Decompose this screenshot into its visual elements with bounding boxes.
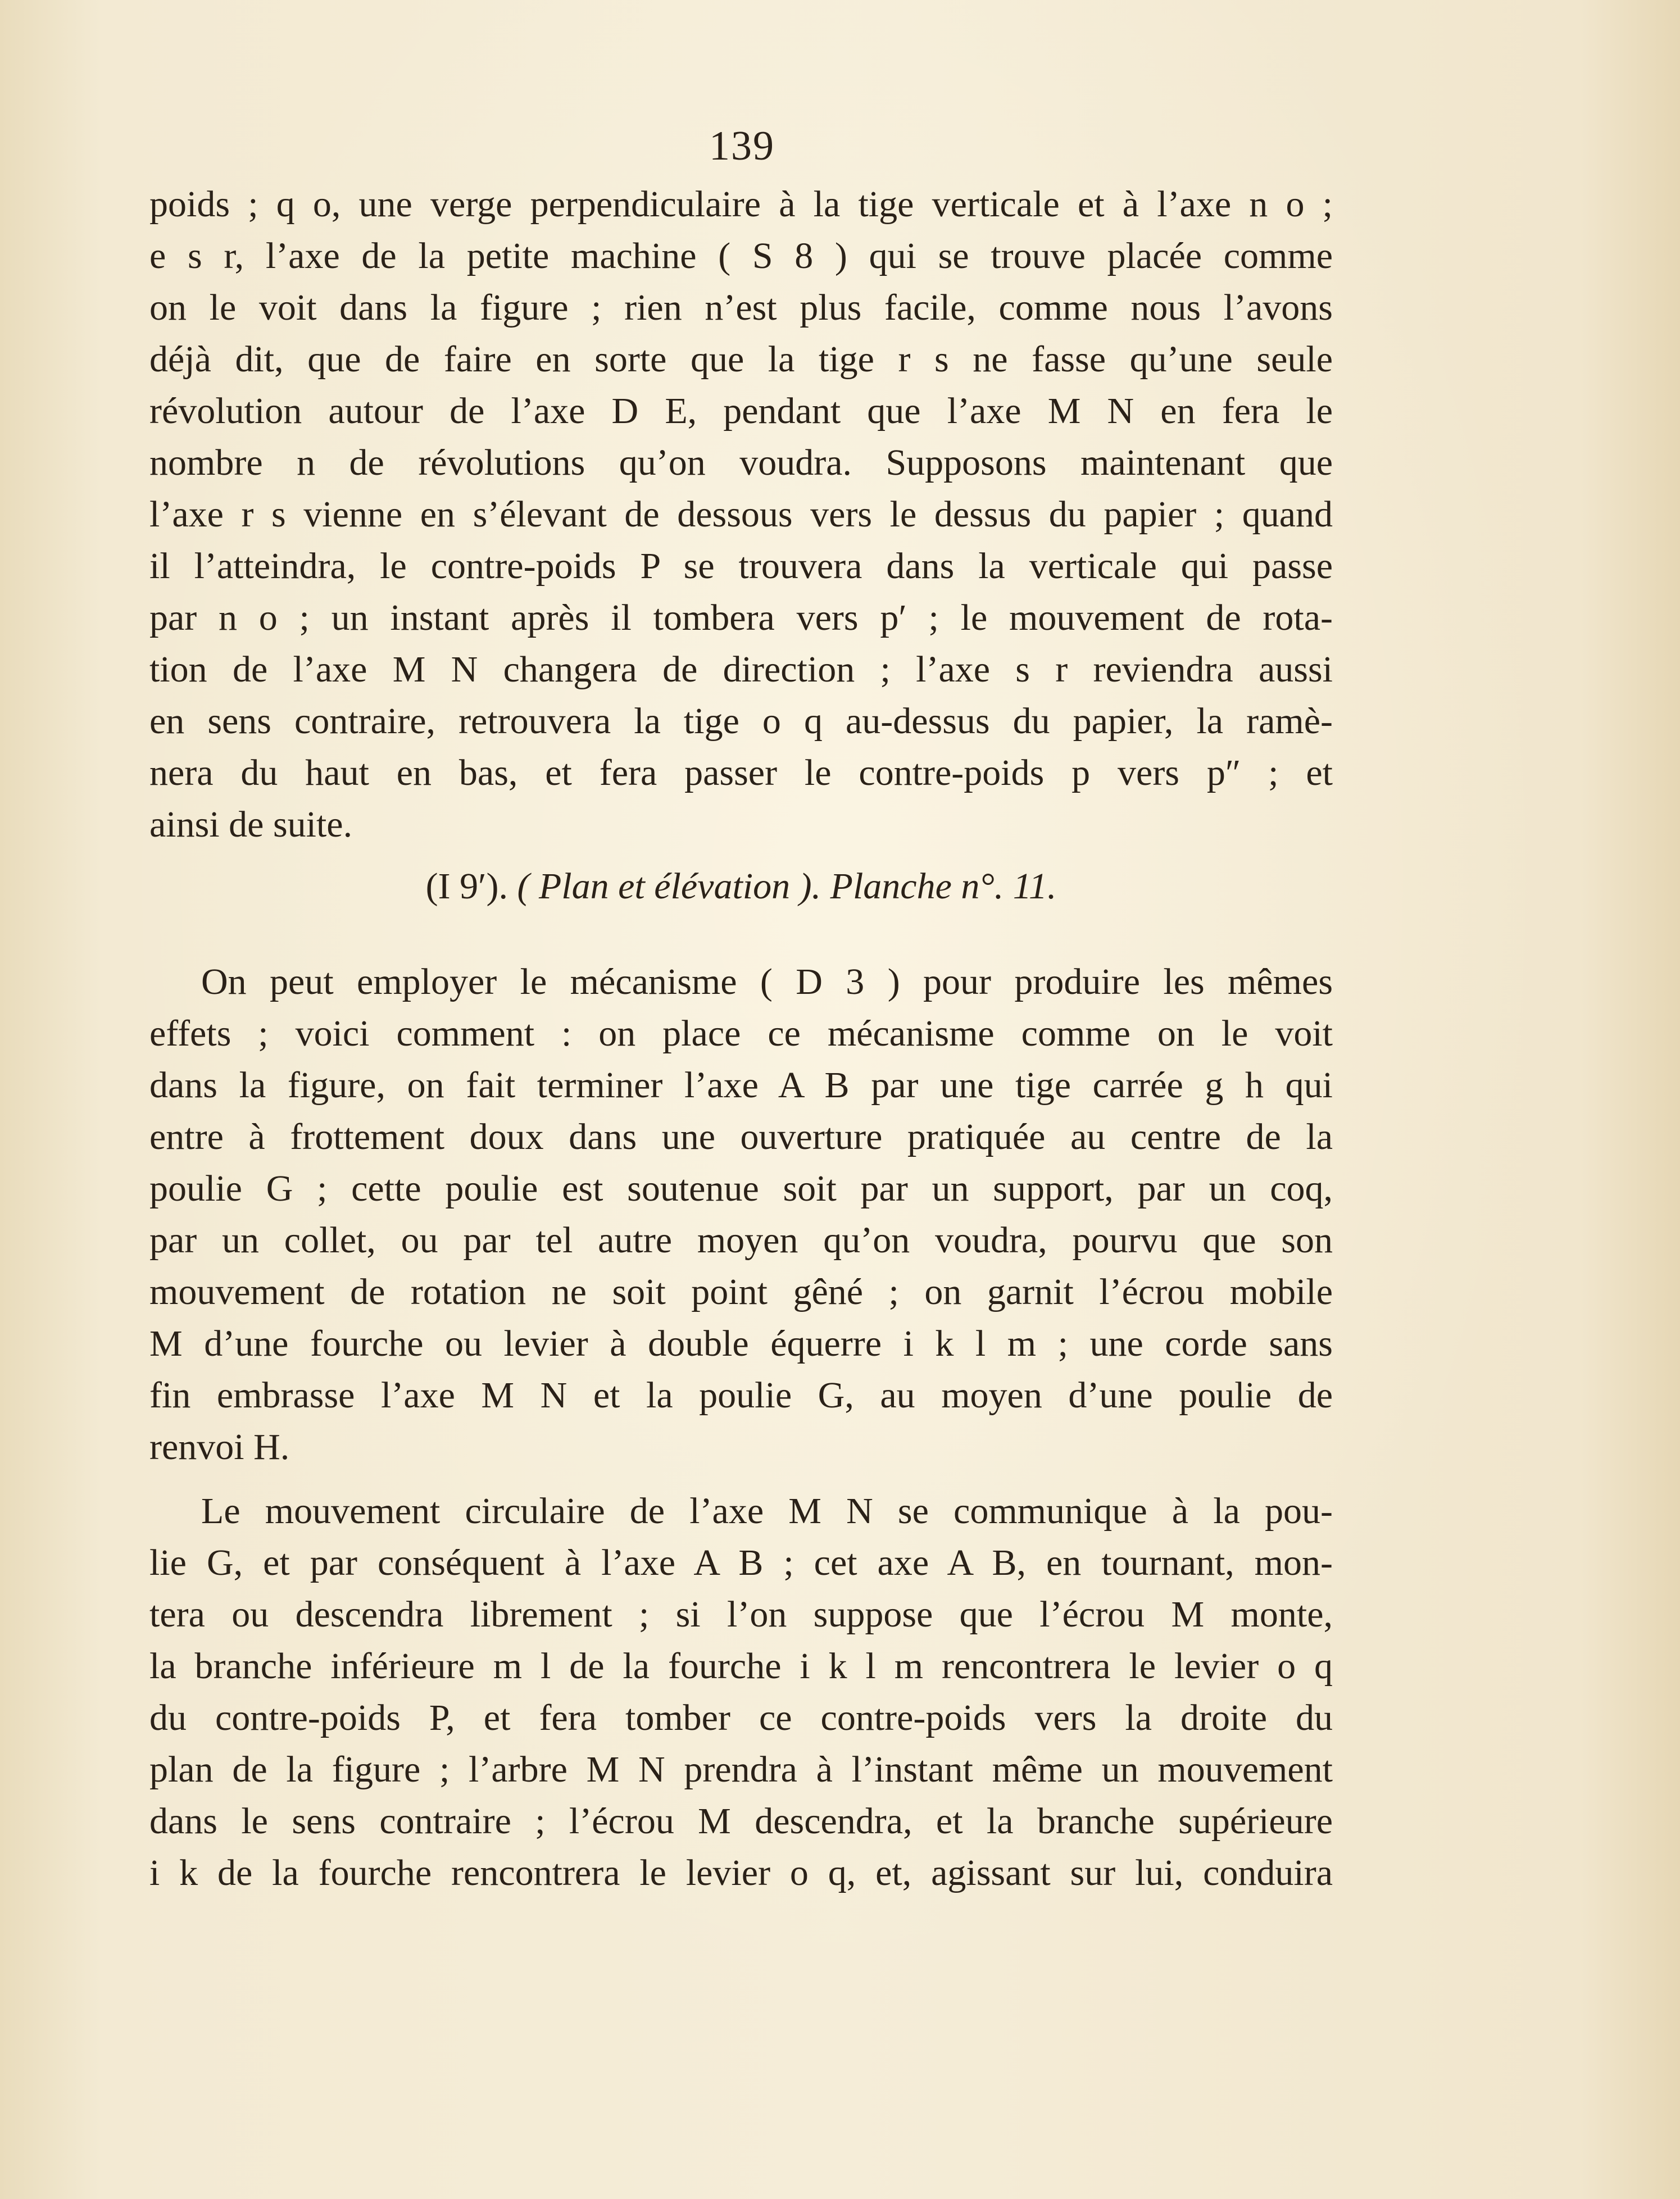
text-line: la branche inférieure m l de la fourche i k l m rencontrera le levier o q: [149, 1646, 1333, 1687]
text-line: l’axe r s vienne en s’élevant de dessous vers le dessus du papier ; quand: [149, 494, 1333, 535]
text-line: dans la figure, on fait terminer l’axe A B par une tige carrée g h qui: [149, 1065, 1333, 1106]
text-line: renvoi H.: [149, 1426, 290, 1467]
text-line: Le mouvement circulaire de l’axe M N se communique à la pou-: [201, 1491, 1333, 1532]
text-line: poids ; q o, une verge perpendiculaire à la tige verticale et à l’axe n o ;: [149, 184, 1333, 225]
text-line: par un collet, ou par tel autre moyen qu’on voudra, pourvu que son: [149, 1220, 1333, 1261]
text-line: plan de la figure ; l’arbre M N prendra à l’instant même un mouvement: [149, 1749, 1333, 1790]
text-line: e s r, l’axe de la petite machine ( S 8 ) qui se trouve placée comme: [149, 235, 1333, 276]
text-line: il l’atteindra, le contre-poids P se trouvera dans la verticale qui passe: [149, 546, 1333, 587]
paragraph-2: [149, 956, 1333, 1473]
plate-reference: Planche n°. 11.: [830, 866, 1057, 907]
text-line: On peut employer le mécanisme ( D 3 ) pour produire les mêmes: [201, 961, 1333, 1002]
text-line: mouvement de rotation ne soit point gêné ; on garnit l’écrou mobile: [149, 1271, 1333, 1312]
paragraph-3: [149, 1485, 1333, 1899]
text-line: fin embrasse l’axe M N et la poulie G, au moyen d’une poulie de: [149, 1375, 1333, 1416]
text-line: nombre n de révolutions qu’on voudra. Supposons maintenant que: [149, 442, 1333, 483]
text-line: effets ; voici comment : on place ce mécanisme comme on le voit: [149, 1013, 1333, 1054]
section-heading: [149, 861, 1333, 912]
text-line: tera ou descendra librement ; si l’on suppose que l’écrou M monte,: [149, 1594, 1333, 1635]
text-line: poulie G ; cette poulie est soutenue soit par un support, par un coq,: [149, 1168, 1333, 1209]
text-line: entre à frottement doux dans une ouverture pratiquée au centre de la: [149, 1116, 1333, 1157]
text-line: i k de la fourche rencontrera le levier o q, et, agissant sur lui, conduira: [149, 1852, 1333, 1893]
page-number: 139: [709, 123, 775, 169]
text-line: révolution autour de l’axe D E, pendant que l’axe M N en fera le: [149, 390, 1333, 431]
text-line: ainsi de suite.: [149, 804, 353, 845]
text-line: du contre-poids P, et fera tomber ce contre-poids vers la droite du: [149, 1697, 1333, 1738]
text-line: déjà dit, que de faire en sorte que la tige r s ne fasse qu’une seule: [149, 339, 1333, 380]
text-body: [149, 179, 1333, 1899]
text-line: on le voit dans la figure ; rien n’est plus facile, comme nous l’avons: [149, 287, 1333, 328]
text-line: par n o ; un instant après il tombera vers p′ ; le mouvement de rota-: [149, 597, 1333, 638]
text-line: en sens contraire, retrouvera la tige o q au-dessus du papier, la ramè-: [149, 701, 1333, 742]
text-line: M d’une fourche ou levier à double équerre i k l m ; une corde sans: [149, 1323, 1333, 1364]
section-subtitle: ( Plan et élévation ).: [517, 866, 821, 907]
text-line: nera du haut en bas, et fera passer le contre-poids p vers p″ ; et: [149, 752, 1333, 793]
section-number: (I 9′).: [425, 866, 508, 907]
paragraph-1: [149, 179, 1333, 851]
text-line: tion de l’axe M N changera de direction ; l’axe s r reviendra aussi: [149, 649, 1333, 690]
text-line: lie G, et par conséquent à l’axe A B ; cet axe A B, en tournant, mon-: [149, 1542, 1333, 1583]
text-line: dans le sens contraire ; l’écrou M descendra, et la branche supérieure: [149, 1801, 1333, 1842]
paragraph-gap: [149, 1473, 1333, 1485]
